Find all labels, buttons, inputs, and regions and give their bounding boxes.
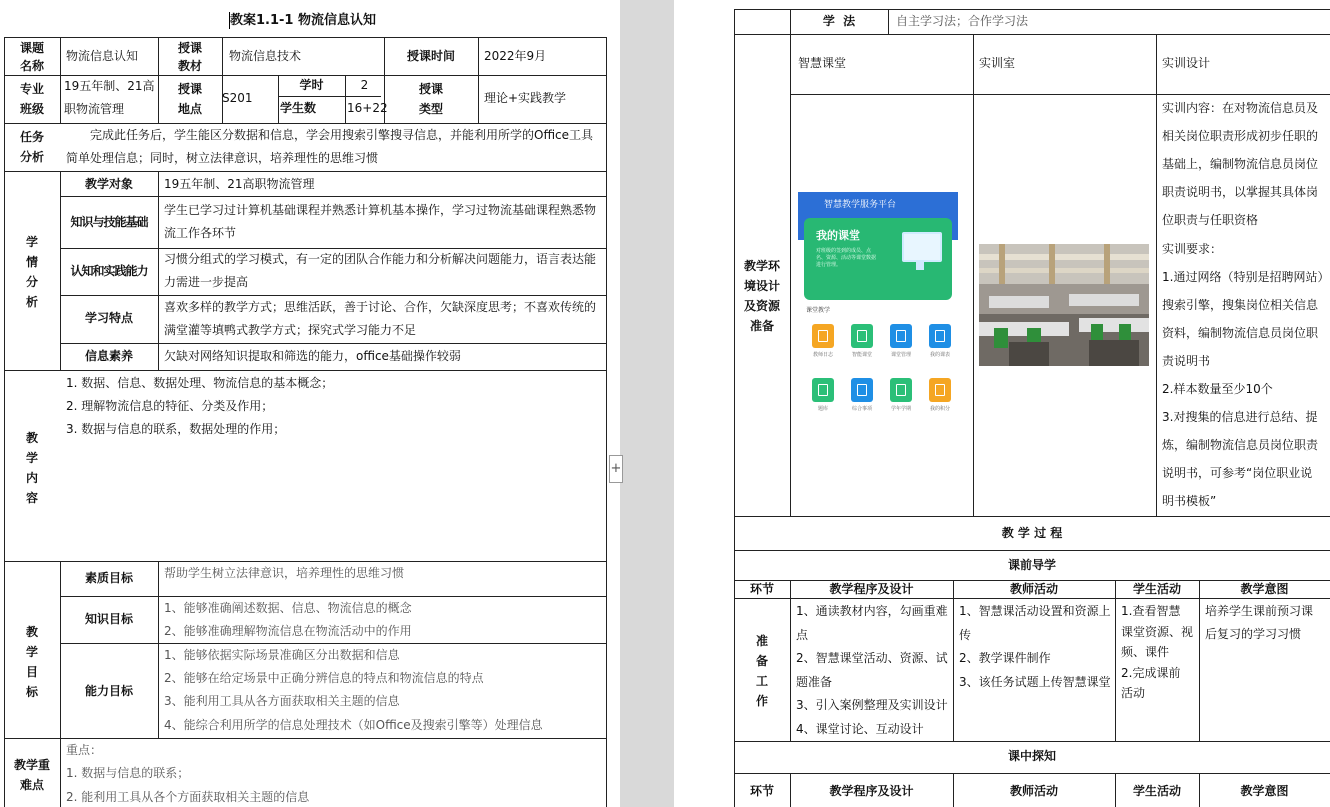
program-line-3: 题准备 bbox=[796, 674, 833, 689]
class-label: 专业 班级 bbox=[19, 82, 44, 116]
goal-2-item-1: 2、能够在给定场景中正确分辨信息的特点和物流信息的特点 bbox=[164, 671, 484, 685]
task-label: 任务 分析 bbox=[19, 130, 44, 164]
teacher-line-0: 1、智慧课活动设置和资源上 bbox=[959, 604, 1111, 618]
card-title: 我的课堂 bbox=[816, 229, 860, 242]
platform-icon-label-3: 我的课表 bbox=[929, 352, 950, 358]
platform-icon-3 bbox=[929, 324, 951, 348]
student-line-0: 1.查看智慧 bbox=[1121, 604, 1181, 618]
env-label: 教学环 境设计 及资源 准备 bbox=[743, 259, 780, 333]
time-value: 2022年9月 bbox=[484, 49, 547, 63]
platform-icon-4 bbox=[812, 378, 834, 402]
training-room-photo bbox=[979, 244, 1149, 366]
program-line-0: 1、通读教材内容，勾画重难 bbox=[796, 604, 948, 618]
app-glyph-icon bbox=[935, 384, 945, 396]
design-line-8: 资料，编制物流信息员岗位职 bbox=[1162, 325, 1319, 340]
platform-icon-7 bbox=[929, 378, 951, 402]
app-glyph-icon bbox=[896, 330, 906, 342]
header-teacher: 教师活动 bbox=[1009, 582, 1058, 596]
app-glyph-icon bbox=[896, 384, 906, 396]
app-glyph-icon bbox=[818, 330, 828, 342]
program-line-5: 4、课堂讨论、互动设计 bbox=[796, 722, 924, 736]
monitor-illustration bbox=[902, 232, 942, 262]
platform-icon-label-4: 题库 bbox=[817, 406, 828, 412]
platform-icon-2 bbox=[890, 324, 912, 348]
class-value: 19五年制、21高职物流管理 bbox=[64, 79, 155, 116]
stage-prepare: 准 备 工 作 bbox=[755, 634, 768, 708]
keypoints-label: 教学重 难点 bbox=[13, 758, 50, 792]
design-line-13: 说明书，可参考“岗位职业说 bbox=[1162, 466, 1313, 481]
content-item-2: 3. 数据与信息的联系，数据处理的作用； bbox=[66, 422, 286, 436]
design-line-5: 实训要求： bbox=[1162, 241, 1223, 256]
type-value: 理论+实践教学 bbox=[484, 91, 567, 105]
situation-label: 学 情 分 析 bbox=[25, 235, 38, 309]
program-line-4: 3、引入案例整理及实训设计 bbox=[796, 698, 948, 713]
platform-header: 智慧教学服务平台 bbox=[824, 200, 897, 210]
goal-1-item-1: 2、能够准确理解物流信息在物流活动中的作用 bbox=[164, 624, 412, 638]
design-line-11: 3.对搜集的信息进行总结、提 bbox=[1162, 410, 1318, 425]
situation-val-0: 19五年制、21高职物流管理 bbox=[164, 177, 315, 191]
task-text: 完成此任务后，学生能区分数据和信息，学会用搜索引擎搜寻信息，并能利用所学的Office工具简单处理信息；同时，树立法律意识，培养理性的思维习惯 bbox=[66, 128, 594, 165]
situation-key-0: 教学对象 bbox=[84, 177, 133, 191]
situation-val-1: 学生已学习过计算机基础课程并熟悉计算机基本操作，学习过物流基础课程熟悉物流工作各环节 bbox=[164, 203, 597, 240]
doc-title: 教案1.1-1 物流信息认知 bbox=[230, 13, 376, 28]
pre-class-title: 课前导学 bbox=[1007, 558, 1056, 572]
teacher-line-2: 2、教学课件制作 bbox=[959, 651, 1051, 666]
platform-icon-label-0: 教师日志 bbox=[812, 352, 833, 358]
keypoint-0: 重点： bbox=[66, 743, 103, 757]
student-line-1: 课堂资源、视 bbox=[1121, 624, 1194, 639]
situation-val-3: 喜欢多样的教学方式；思维活跃，善于讨论、合作，欠缺深度思考；不喜欢传统的满堂灌等填鸭式教学方式；探究式学习能力不足 bbox=[164, 300, 597, 337]
course-value: 物流信息认知 bbox=[66, 49, 139, 63]
goal-key-1: 知识目标 bbox=[84, 612, 133, 626]
course-label: 课题 名称 bbox=[19, 41, 44, 73]
situation-key-1: 知识与技能基础 bbox=[70, 215, 148, 229]
page-left bbox=[0, 0, 620, 807]
situation-val-2: 习惯分组式的学习模式，有一定的团队合作能力和分析解决问题能力，语言表达能力需进一步提高 bbox=[164, 252, 597, 289]
training-room-photo-svg bbox=[979, 244, 1149, 366]
header2-teacher: 教师活动 bbox=[1009, 784, 1058, 798]
hours-label: 学时 bbox=[299, 78, 324, 92]
design-line-7: 搜索引擎，搜集岗位相关信息 bbox=[1162, 297, 1319, 312]
app-glyph-icon bbox=[818, 384, 828, 396]
design-line-3: 职责说明书，以掌握其具体岗 bbox=[1162, 185, 1319, 200]
place-value: S201 bbox=[222, 91, 253, 105]
situation-val-4: 欠缺对网络知识提取和筛选的能力，office基础操作较弱 bbox=[164, 349, 461, 363]
design-line-10: 2.样本数量至少10个 bbox=[1162, 382, 1273, 396]
content-label: 教 学 内 容 bbox=[25, 431, 38, 505]
goal-0-item-0: 帮助学生树立法律意识，培养理性的思维习惯 bbox=[164, 566, 405, 580]
goal-1-item-0: 1、能够准确阐述数据、信息、物流信息的概念 bbox=[164, 601, 412, 615]
platform-icon-6 bbox=[890, 378, 912, 402]
platform-icon-label-1: 智能课堂 bbox=[851, 352, 872, 358]
header-student: 学生活动 bbox=[1132, 582, 1181, 596]
platform-icon-5 bbox=[851, 378, 873, 402]
process-title: 教 学 过 程 bbox=[1001, 526, 1063, 540]
in-class-title: 课中探知 bbox=[1007, 749, 1056, 763]
design-line-0: 实训内容：在对物流信息员及 bbox=[1162, 101, 1319, 115]
design-line-6: 1.通过网络（特别是招聘网站） bbox=[1162, 269, 1330, 284]
goal-2-item-3: 4、能综合利用所学的信息处理技术（如Office及搜索引擎等）处理信息 bbox=[164, 718, 543, 732]
design-line-12: 炼，编制物流信息员岗位职责 bbox=[1162, 438, 1319, 453]
student-line-3: 2.完成课前 bbox=[1121, 665, 1181, 680]
page-gutter bbox=[620, 0, 674, 807]
content-item-0: 1. 数据、信息、数据处理、物流信息的基本概念； bbox=[66, 376, 334, 390]
goal-2-item-0: 1、能够依据实际场景准确区分出数据和信息 bbox=[164, 648, 400, 662]
situation-key-3: 学习特点 bbox=[84, 311, 133, 325]
time-label: 授课时间 bbox=[406, 49, 455, 63]
method-label: 学 法 bbox=[822, 14, 856, 28]
place-label: 授课 地点 bbox=[177, 82, 202, 116]
app-glyph-icon bbox=[857, 384, 867, 396]
header-intent: 教学意图 bbox=[1240, 582, 1289, 596]
platform-section: 课堂教学 bbox=[806, 307, 831, 314]
keypoint-1: 1. 数据与信息的联系； bbox=[66, 766, 190, 780]
design-line-2: 基础上，编制物流信息员岗位 bbox=[1162, 157, 1319, 172]
program-line-1: 点 bbox=[796, 627, 809, 642]
teacher-line-1: 传 bbox=[959, 627, 972, 642]
intent-line-1: 后复习的学习习惯 bbox=[1205, 626, 1302, 641]
goals-label: 教 学 目 标 bbox=[25, 625, 38, 699]
header-stage: 环节 bbox=[749, 582, 774, 596]
design-line-14: 明书模板” bbox=[1162, 494, 1217, 509]
situation-key-2: 认知和实践能力 bbox=[70, 264, 148, 278]
platform-icon-1 bbox=[851, 324, 873, 348]
platform-icon-label-5: 综合事项 bbox=[851, 406, 872, 412]
design-line-1: 相关岗位职责形成初步任职的 bbox=[1162, 129, 1319, 144]
program-line-2: 2、智慧课堂活动、资源、试 bbox=[796, 651, 948, 666]
env-col3: 实训设计 bbox=[1162, 56, 1211, 70]
goal-2-item-2: 3、能利用工具从各方面获取相关主题的信息 bbox=[164, 694, 400, 708]
teacher-line-3: 3、该任务试题上传智慧课堂 bbox=[959, 674, 1111, 689]
content-item-1: 2. 理解物流信息的特征、分类及作用； bbox=[66, 399, 274, 413]
header2-program: 教学程序及设计 bbox=[829, 784, 914, 798]
design-line-4: 位职责与任职资格 bbox=[1162, 213, 1259, 228]
header2-student: 学生活动 bbox=[1132, 784, 1181, 798]
students-label: 学生数 bbox=[280, 101, 317, 115]
env-col2: 实训室 bbox=[979, 56, 1016, 70]
platform-icon-label-2: 课堂管理 bbox=[890, 352, 911, 358]
textbook-value: 物流信息技术 bbox=[229, 49, 302, 63]
platform-icon-0 bbox=[812, 324, 834, 348]
smart-platform-image bbox=[798, 192, 958, 424]
card-desc: 对班级的签到的成员、点名、资源、活动等课堂数据进行管理。 bbox=[816, 248, 877, 268]
method-value: 自主学习法；合作学习法 bbox=[896, 14, 1029, 28]
type-label: 授课 类型 bbox=[418, 82, 443, 116]
header2-stage: 环节 bbox=[749, 784, 774, 798]
student-line-2: 频、课件 bbox=[1121, 645, 1170, 660]
student-line-4: 活动 bbox=[1121, 686, 1146, 701]
platform-icon-label-7: 我的积分 bbox=[929, 406, 950, 412]
design-line-9: 责说明书 bbox=[1162, 353, 1211, 368]
students-value: 16+22 bbox=[347, 101, 388, 115]
intent-line-0: 培养学生课前预习课 bbox=[1205, 604, 1314, 618]
page-right bbox=[674, 0, 1330, 807]
keypoint-2: 2. 能利用工具从各个方面获取相关主题的信息 bbox=[66, 790, 310, 804]
env-col1: 智慧课堂 bbox=[798, 56, 847, 70]
app-glyph-icon bbox=[935, 330, 945, 342]
goal-key-0: 素质目标 bbox=[84, 571, 133, 585]
platform-icon-label-6: 学年学期 bbox=[890, 406, 911, 412]
header2-intent: 教学意图 bbox=[1240, 784, 1289, 798]
hours-value: 2 bbox=[360, 78, 369, 92]
app-glyph-icon bbox=[857, 330, 867, 342]
situation-key-4: 信息素养 bbox=[84, 349, 133, 363]
header-program: 教学程序及设计 bbox=[829, 582, 914, 596]
goal-key-2: 能力目标 bbox=[84, 684, 133, 698]
add-page-button[interactable]: + bbox=[609, 455, 623, 483]
textbook-label: 授课 教材 bbox=[177, 41, 202, 73]
